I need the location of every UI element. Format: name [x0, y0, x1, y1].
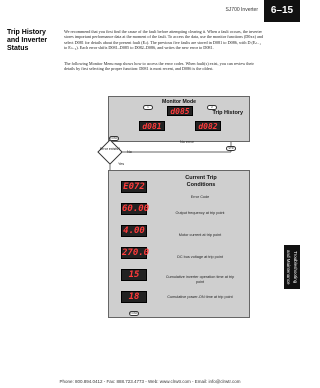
lcd-dc-bus-voltage: 270.0: [122, 248, 150, 258]
monitor-mode-panel: [108, 96, 250, 142]
current-trip-title: Current Trip Conditions: [185, 175, 217, 188]
up-key[interactable]: 1: [143, 105, 153, 110]
label-motor-current: Motor current at trip point: [178, 233, 222, 237]
error-exists-label: Error exists?: [99, 147, 121, 151]
footer-contact: Phone: 800.894.0412 - Fax: 888.723.4773 - Web: www.clrwtr.com - Email: info@clrwtr.com: [59, 379, 241, 384]
side-tab-troubleshooting: Troubleshooting and Maintenance: [284, 245, 300, 289]
section-title: Trip History and Inverter Status: [7, 29, 48, 52]
page-number-tab: 6–15: [264, 0, 300, 22]
no-label: No: [127, 150, 132, 154]
yes-label: Yes: [118, 162, 125, 166]
running-header-label: SJ700 Inverter: [225, 7, 258, 13]
current-trip-panel: [108, 170, 250, 318]
func-key-1[interactable]: FUNC: [110, 137, 118, 140]
label-output-frequency: Output frequency at trip point: [175, 211, 225, 215]
lcd-motor-current: 4.00: [121, 225, 147, 237]
lcd-d085: d085: [167, 106, 193, 116]
no-error-label: No error: [180, 140, 194, 144]
lcd-d082: d082: [195, 121, 221, 131]
lcd-d081: d081: [139, 121, 165, 131]
lcd-power-on-time: 18: [121, 291, 147, 303]
body-paragraph-1: We recommend that you first find the cause of the fault before attempting clearing it. When a fault occurs, the inverter stores important performance data at the moment of the fault. To access the data, use the monitor functions (D0xx) and select D081 for details about the present fault (Eₙ). The previous five faults are stored in D081 to D086, with D (Eₙ₋₁ to Eₙ₋₅). Each error shifts D081–D085 to D082–D086, and writes the new error to D081.: [64, 29, 264, 50]
lcd-output-frequency: 60.00: [122, 204, 150, 214]
lcd-error-code: E072: [121, 181, 147, 193]
label-dc-bus-voltage: DC bus voltage at trip point: [177, 255, 223, 259]
down-key[interactable]: 2: [207, 105, 217, 110]
label-power-on-time: Cumulative power-ON time at trip point: [167, 295, 233, 299]
label-error-code: Error Code: [190, 195, 210, 199]
lcd-operation-time: 15: [121, 269, 147, 281]
store-key[interactable]: STR: [226, 146, 236, 151]
label-operation-time: Cumulative inverter operation time at trip point: [165, 275, 235, 284]
trip-history-label: Trip History: [212, 110, 243, 116]
page-header: [0, 0, 300, 28]
flow-arrows: [96, 140, 256, 172]
body-paragraph-2: The following Monitor Menu map shows how to access the error codes. When fault(s) exist, you can review their details by first selecting the proper function: D081 is most recent, and D086 is the oldest.: [64, 61, 254, 72]
monitor-mode-title: Monitor Mode: [162, 99, 196, 105]
func-key-2[interactable]: FUNC: [130, 312, 138, 315]
